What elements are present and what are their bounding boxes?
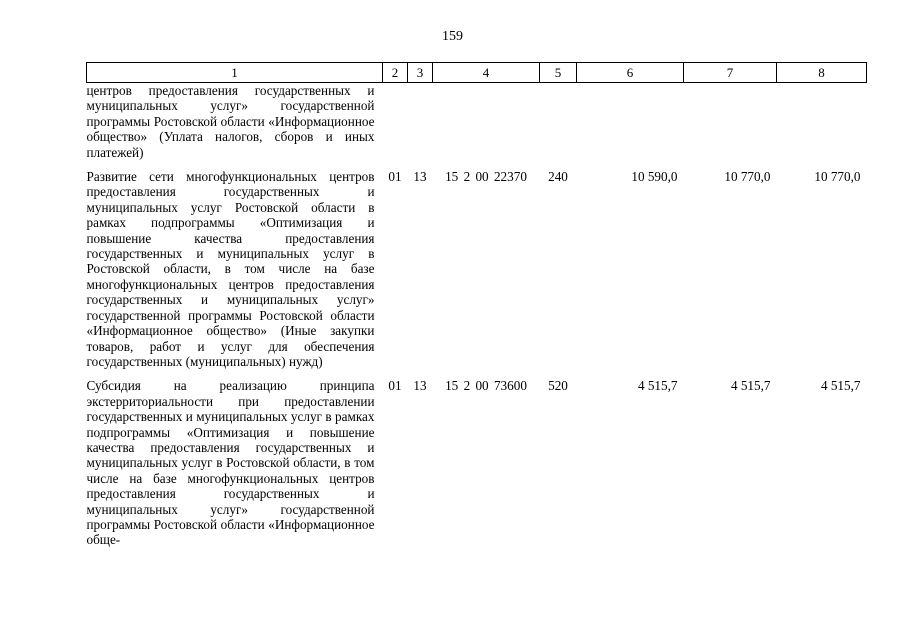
row-amount-3: 10 770,0 [814,169,861,185]
row-target-article: 15 2 00 22370 [445,169,527,185]
page-number: 159 [442,29,463,44]
row-amount-2: 10 770,0 [724,169,771,185]
row-amount-1: 4 515,7 [637,378,678,394]
header-col-7: 7 [684,63,777,83]
table-row [87,83,867,161]
header-col-5: 5 [540,63,577,83]
row-target-article [433,83,540,161]
row-amount-2: 4 515,7 [730,378,771,394]
table-row [87,160,867,369]
row-expense-type: 520 [548,378,568,394]
row-amount-1: 10 590,0 [631,169,678,185]
header-row [87,63,867,83]
row-amount-3: 4 515,7 [820,378,861,394]
row-description: Субсидия на реализацию принципа экстерриториальности при предоставлении государственных и муниципальных услуг в рамках подпрограммы «Оптимизация и повышение качества предоставления государственных и муниципальных услуг в Ростовской области, в том числе на базе многофункциональных центров предоставления государственных и муниципальных услуг» государственной программы Ростовской области «Информационное обще- [86,378,375,548]
row-target-article: 15 2 00 73600 [445,378,527,394]
header-col-4: 4 [433,63,540,83]
row-section: 01 [388,169,402,185]
row-amount-3 [777,83,867,161]
row-subsection: 13 [413,378,427,394]
row-section [383,83,408,161]
row-expense-type: 240 [548,169,568,185]
row-description: центров предоставления государственных и муниципальных услуг» государственной программы Ростовской области «Информационное общество» (Уплата налогов, сборов и иных платежей) [86,83,375,160]
budget-table [86,62,867,548]
table-row [87,369,867,547]
row-subsection [408,83,433,161]
header-col-1: 1 [87,63,383,83]
header-col-8: 8 [777,63,867,83]
header-col-2: 2 [383,63,408,83]
row-expense-type [540,83,577,161]
header-col-6: 6 [577,63,684,83]
row-subsection: 13 [413,169,427,185]
row-section: 01 [388,378,402,394]
row-amount-1 [577,83,684,161]
row-description: Развитие сети многофункциональных центров предоставления государственных и муниципальных услуг Ростовской области в рамках подпрограммы «Оптимизация и повышение качества предоставления государственных и муниципальных услуг в Ростовской области, в том числе на базе многофункциональных центров предоставления государственных и муниципальных услуг» государственной программы Ростовской области «Информационное общество» (Иные закупки товаров, работ и услуг для обеспечения государственных (муниципальных) нужд) [86,169,375,369]
row-amount-2 [684,83,777,161]
header-col-3: 3 [408,63,433,83]
